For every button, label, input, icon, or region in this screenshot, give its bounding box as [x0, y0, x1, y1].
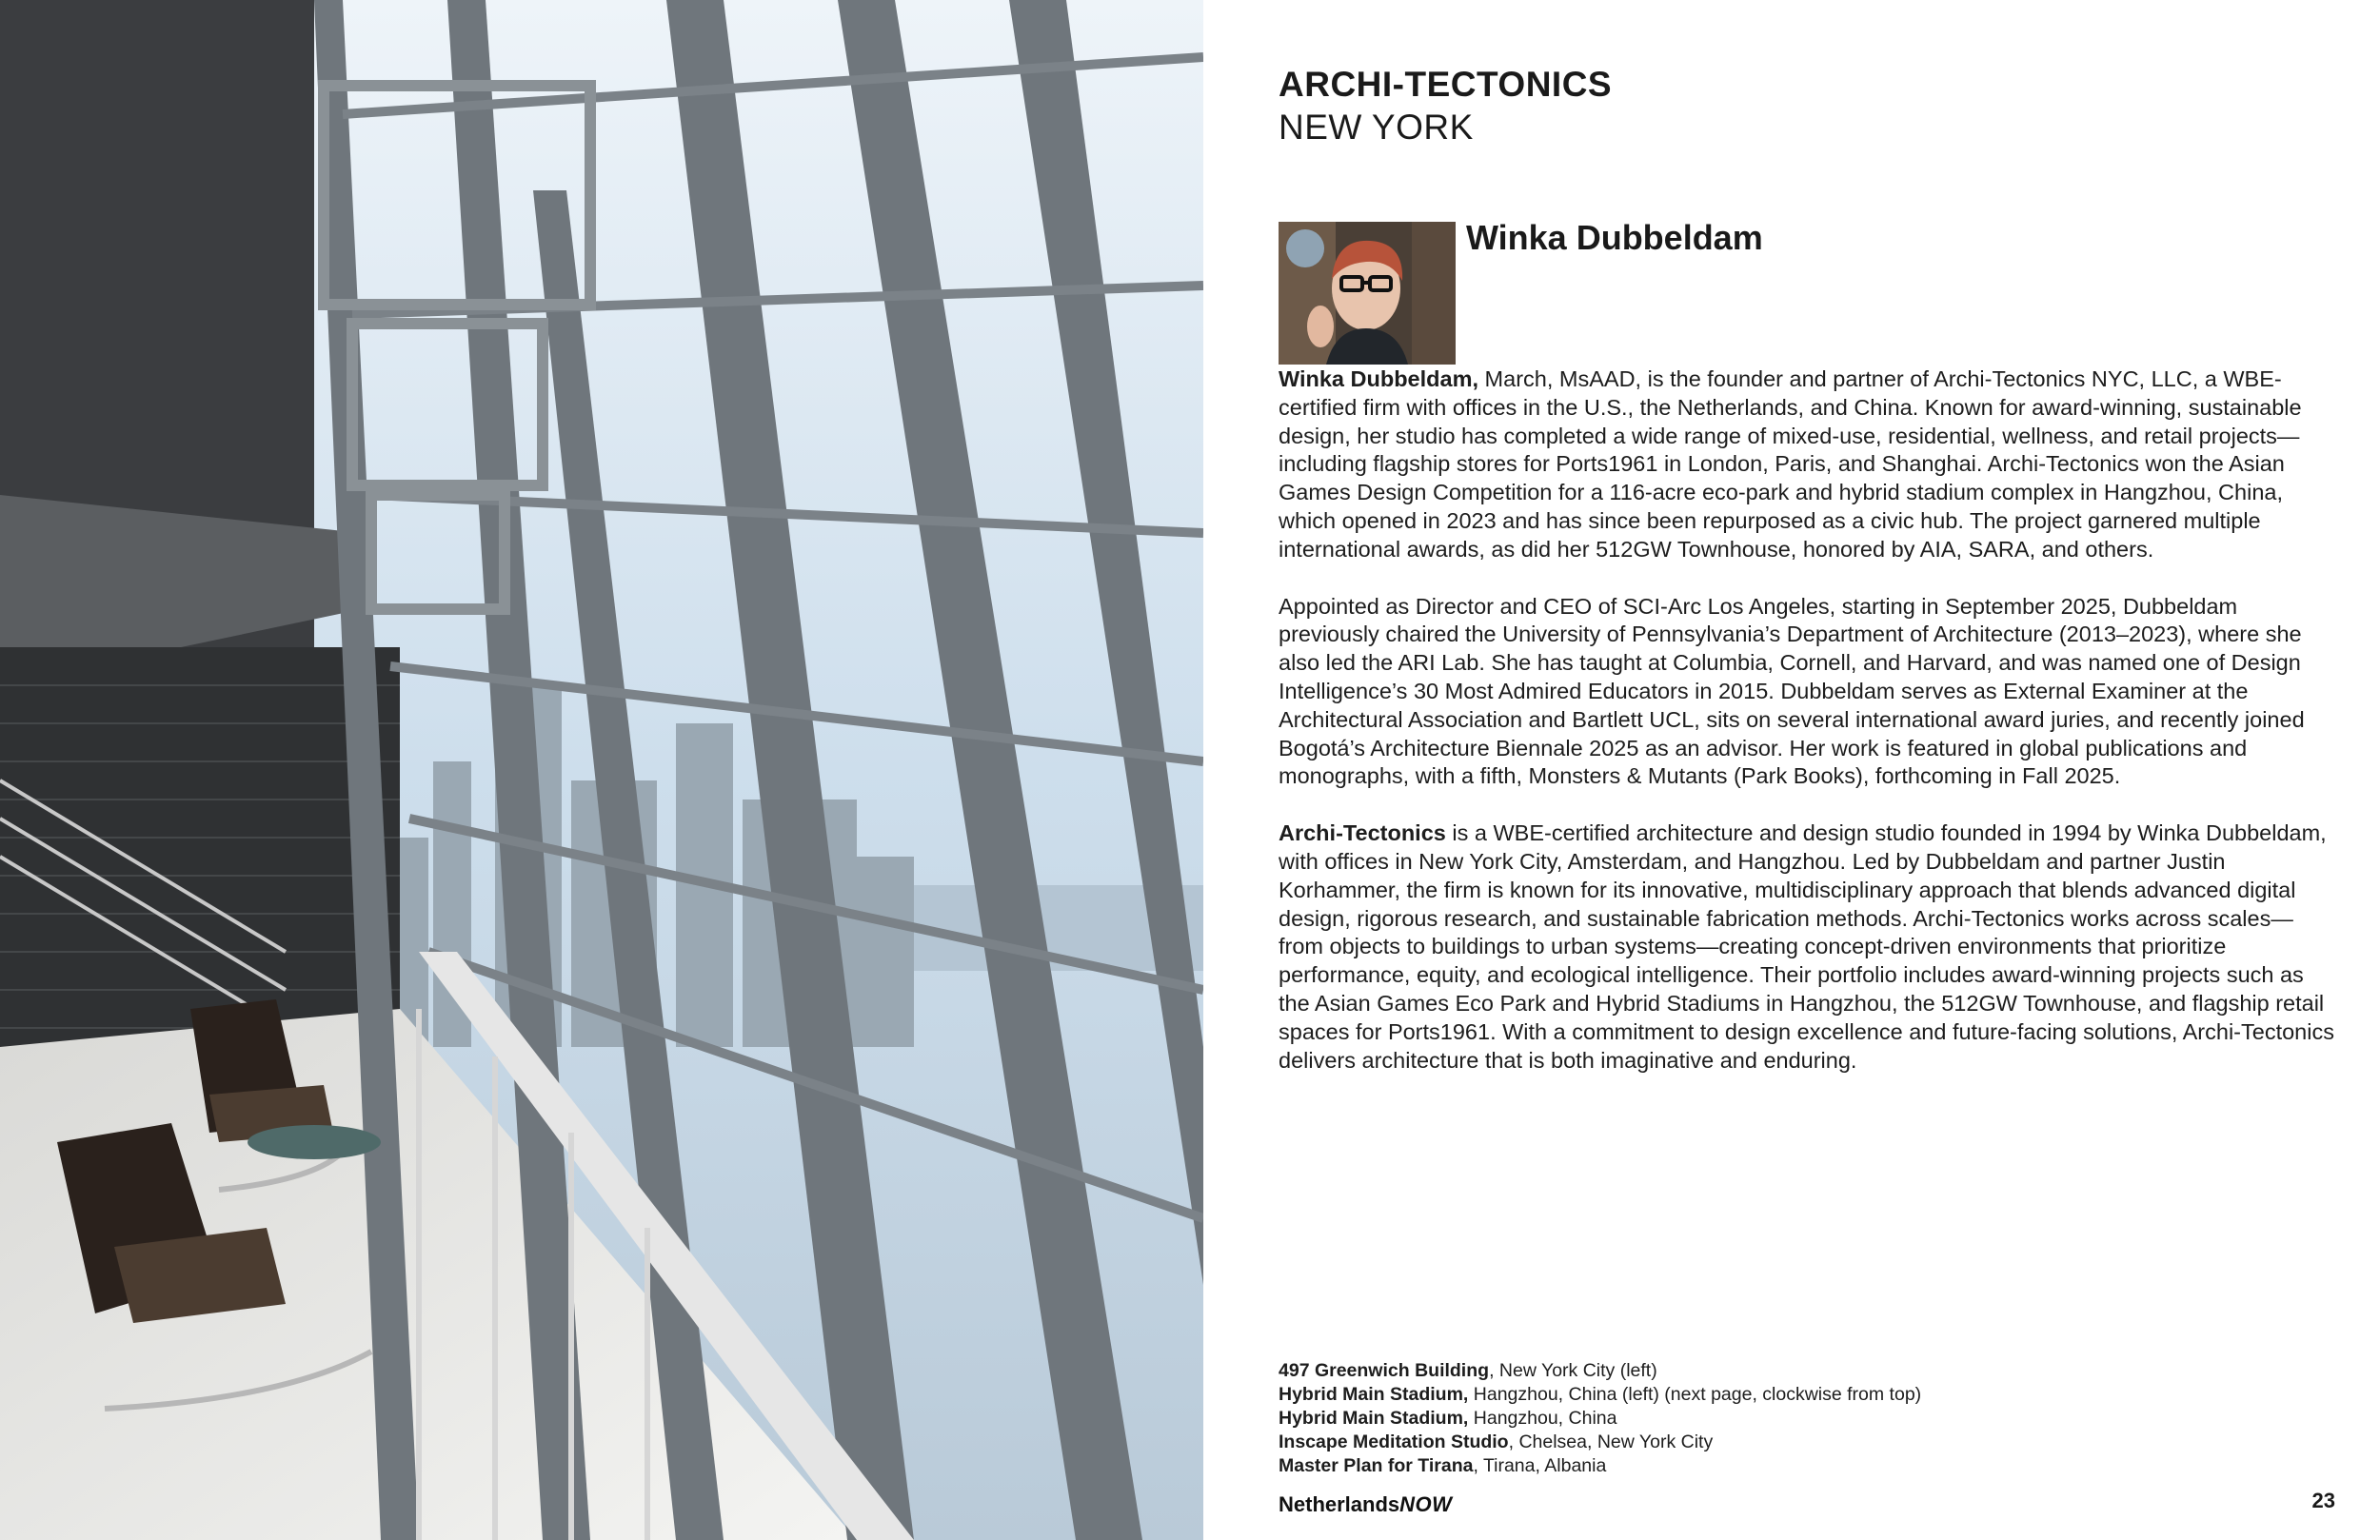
text-page — [1279, 0, 2335, 1540]
brand-netherlands: Netherlands — [1279, 1492, 1400, 1516]
bio-paragraph-1-text: March, MsAAD, is the founder and partner of Archi-Tectonics NYC, LLC, a WBE-certified firm with offices in the U.S., the Netherlands, and China. Known for award-winning, sustainable design, her studio has completed a wide range of mixed-use, residential, wellness, and retail projects—including flagship stores for Ports1961 in London, Paris, and Shanghai. Archi-Tectonics won the Asian Games Design Competition for a 116-acre eco-park and hybrid stadium complex in Hangzhou, China, which opened in 2023 and has since been repurposed as a civic hub. The project garnered multiple international awards, as did her 512GW Townhouse, honored by AIA, SARA, and others. — [1279, 366, 2302, 562]
bio-name-lead: Winka Dubbeldam, — [1279, 366, 1479, 391]
portrait-photo — [1279, 222, 1456, 365]
bio-paragraph-1 — [1279, 365, 2335, 564]
credit-title: 497 Greenwich Building — [1279, 1360, 1490, 1381]
studio-paragraph-text: is a WBE-certified architecture and design studio founded in 1994 by Winka Dubbeldam, with offices in New York City, Amsterdam, and Hangzhou. Led by Dubbeldam and partner Justin Korhammer, the firm is known for its innovative, multidisciplinary approach that blends advanced digital design, rigorous research, and sustainable fabrication methods. Archi-Tectonics works across scales—from objects to buildings to urban systems—creating concept-driven environments that prioritize performance, equity, and ecological intelligence. Their portfolio includes award-winning projects such as the Asian Games Eco Park and Hybrid Stadiums in Hangzhou, the 512GW Townhouse, and flagship retail spaces for Ports1961. With a commitment to design excellence and future-facing solutions, Archi-Tectonics delivers architecture that is both imaginative and enduring. — [1279, 820, 2334, 1073]
studio-city: NEW YORK — [1279, 108, 1474, 147]
credit-detail: Hangzhou, China (left) (next page, clockwise from top) — [1468, 1384, 1922, 1405]
credit-title: Hybrid Main Stadium, — [1279, 1384, 1469, 1405]
credit-line — [1279, 1407, 2335, 1431]
credit-detail: , Chelsea, New York City — [1508, 1431, 1714, 1452]
biography — [1279, 365, 2335, 1103]
studio-title: ARCHI-TECTONICS — [1279, 65, 1613, 104]
bio-paragraph-2: Appointed as Director and CEO of SCI-Arc Los Angeles, starting in September 2025, Dubbeldam previously chaired the University of Pennsylvania’s Department of Architecture (2013–2023), where she also led the ARI Lab. She has taught at Columbia, Cornell, and Harvard, and was named one of Design Intelligence’s 30 Most Admired Educators in 2015. Dubbeldam serves as External Examiner at the Architectural Association and Bartlett UCL, sits on several international award juries, and recently joined Bogotá’s Architecture Biennale 2025 as an advisor. Her work is featured in global publications and monographs, with a fifth, Monsters & Mutants (Park Books), forthcoming in Fall 2025. — [1279, 593, 2305, 789]
person-name: Winka Dubbeldam — [1466, 218, 1763, 257]
credit-detail: Hangzhou, China — [1468, 1408, 1617, 1429]
brand-now: NOW — [1399, 1492, 1453, 1516]
photo-credits — [1279, 1359, 2335, 1478]
studio-paragraph — [1279, 819, 2335, 1075]
credit-line — [1279, 1431, 2335, 1454]
publication-brand — [1279, 1491, 1452, 1518]
studio-name-lead: Archi-Tectonics — [1279, 820, 1446, 846]
portrait-illustration — [1279, 222, 1456, 365]
credit-title: Inscape Meditation Studio — [1279, 1431, 1509, 1452]
credit-title: Master Plan for Tirana — [1279, 1455, 1474, 1476]
credit-title: Hybrid Main Stadium, — [1279, 1408, 1469, 1429]
page-number: 23 — [2311, 1489, 2335, 1512]
credit-line — [1279, 1359, 2335, 1383]
credit-detail: , Tirana, Albania — [1473, 1455, 1607, 1476]
credit-detail: , New York City (left) — [1489, 1360, 1657, 1381]
credit-line — [1279, 1383, 2335, 1407]
credit-line — [1279, 1454, 2335, 1478]
